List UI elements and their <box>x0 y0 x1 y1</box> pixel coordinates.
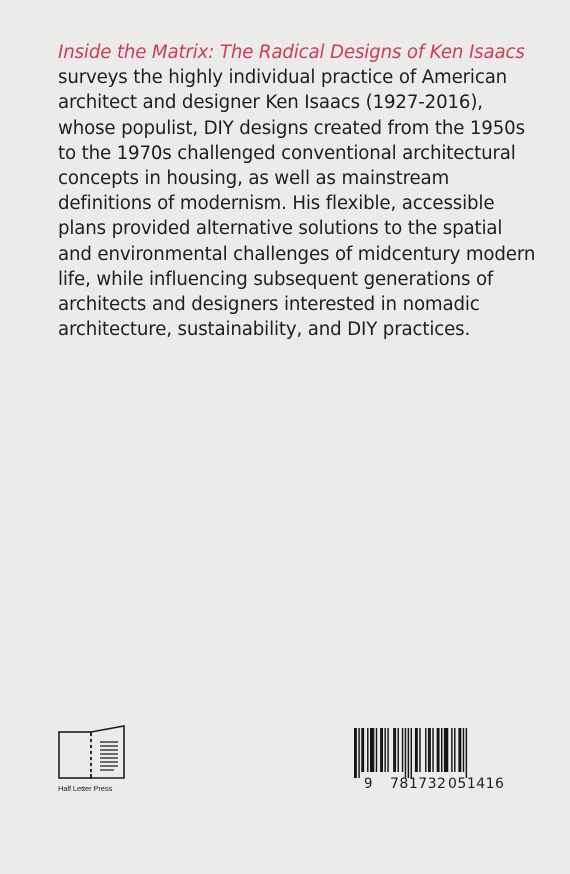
open-book-icon <box>58 722 126 780</box>
barcode-bar <box>458 728 461 772</box>
isbn-digits-right: 051416 <box>448 776 505 792</box>
book-blurb <box>58 40 538 342</box>
barcode-bar <box>384 728 385 772</box>
blurb-line: plans provided alternative solutions to the spatial <box>58 218 503 240</box>
barcode-bar <box>380 728 383 772</box>
barcode-bar <box>398 728 399 772</box>
barcode-bar <box>415 728 418 772</box>
barcode-bar <box>454 728 455 772</box>
barcode-bar <box>354 728 357 778</box>
barcode-bar <box>408 728 409 778</box>
isbn-prefix: 9 <box>364 776 373 792</box>
blurb-line: surveys the highly individual practice of American <box>58 67 508 89</box>
barcode-bar <box>411 728 412 778</box>
blurb-line: life, while influencing subsequent generations of <box>58 268 494 290</box>
barcode-bar <box>451 728 452 772</box>
barcode-bar <box>463 728 464 772</box>
barcode-bar <box>393 728 396 772</box>
blurb-line: concepts in housing, as well as mainstream <box>58 168 450 190</box>
publisher-name: Half Letter Press <box>58 784 113 793</box>
barcode-bar <box>419 728 420 772</box>
book-title: Inside the Matrix: The Radical Designs of Ken Isaacs <box>58 42 525 63</box>
blurb-line: and environmental challenges of midcentury modern <box>58 243 536 265</box>
blurb-line: to the 1970s challenged conventional architectural <box>58 142 516 164</box>
barcode-bar <box>376 728 377 772</box>
blurb-line: architecture, sustainability, and DIY practices. <box>58 319 471 341</box>
barcode-bar <box>358 728 359 778</box>
barcode-bar <box>432 728 433 772</box>
barcode-bar <box>370 728 374 772</box>
barcode-bar <box>425 728 426 772</box>
barcode-bar <box>405 728 406 778</box>
barcode-bar <box>367 728 368 772</box>
blurb-line: definitions of modernism. His flexible, accessible <box>58 193 495 215</box>
barcode-bars <box>348 728 518 778</box>
publisher-mark <box>58 722 158 793</box>
isbn-digits-left: 781732 <box>390 776 447 792</box>
barcode-bar <box>441 728 442 772</box>
barcode-bar <box>402 728 403 772</box>
barcode-bar <box>466 728 467 778</box>
barcode-bar <box>361 728 364 772</box>
barcode-bar <box>444 728 448 772</box>
barcode-bar <box>428 728 431 772</box>
blurb-line: architects and designers interested in nomadic <box>58 294 480 316</box>
barcode-bar <box>437 728 440 772</box>
blurb-line: whose populist, DIY designs created from the 1950s <box>58 117 525 139</box>
blurb-line: architect and designer Ken Isaacs (1927-2016), <box>58 92 483 114</box>
barcode-bar <box>387 728 388 772</box>
